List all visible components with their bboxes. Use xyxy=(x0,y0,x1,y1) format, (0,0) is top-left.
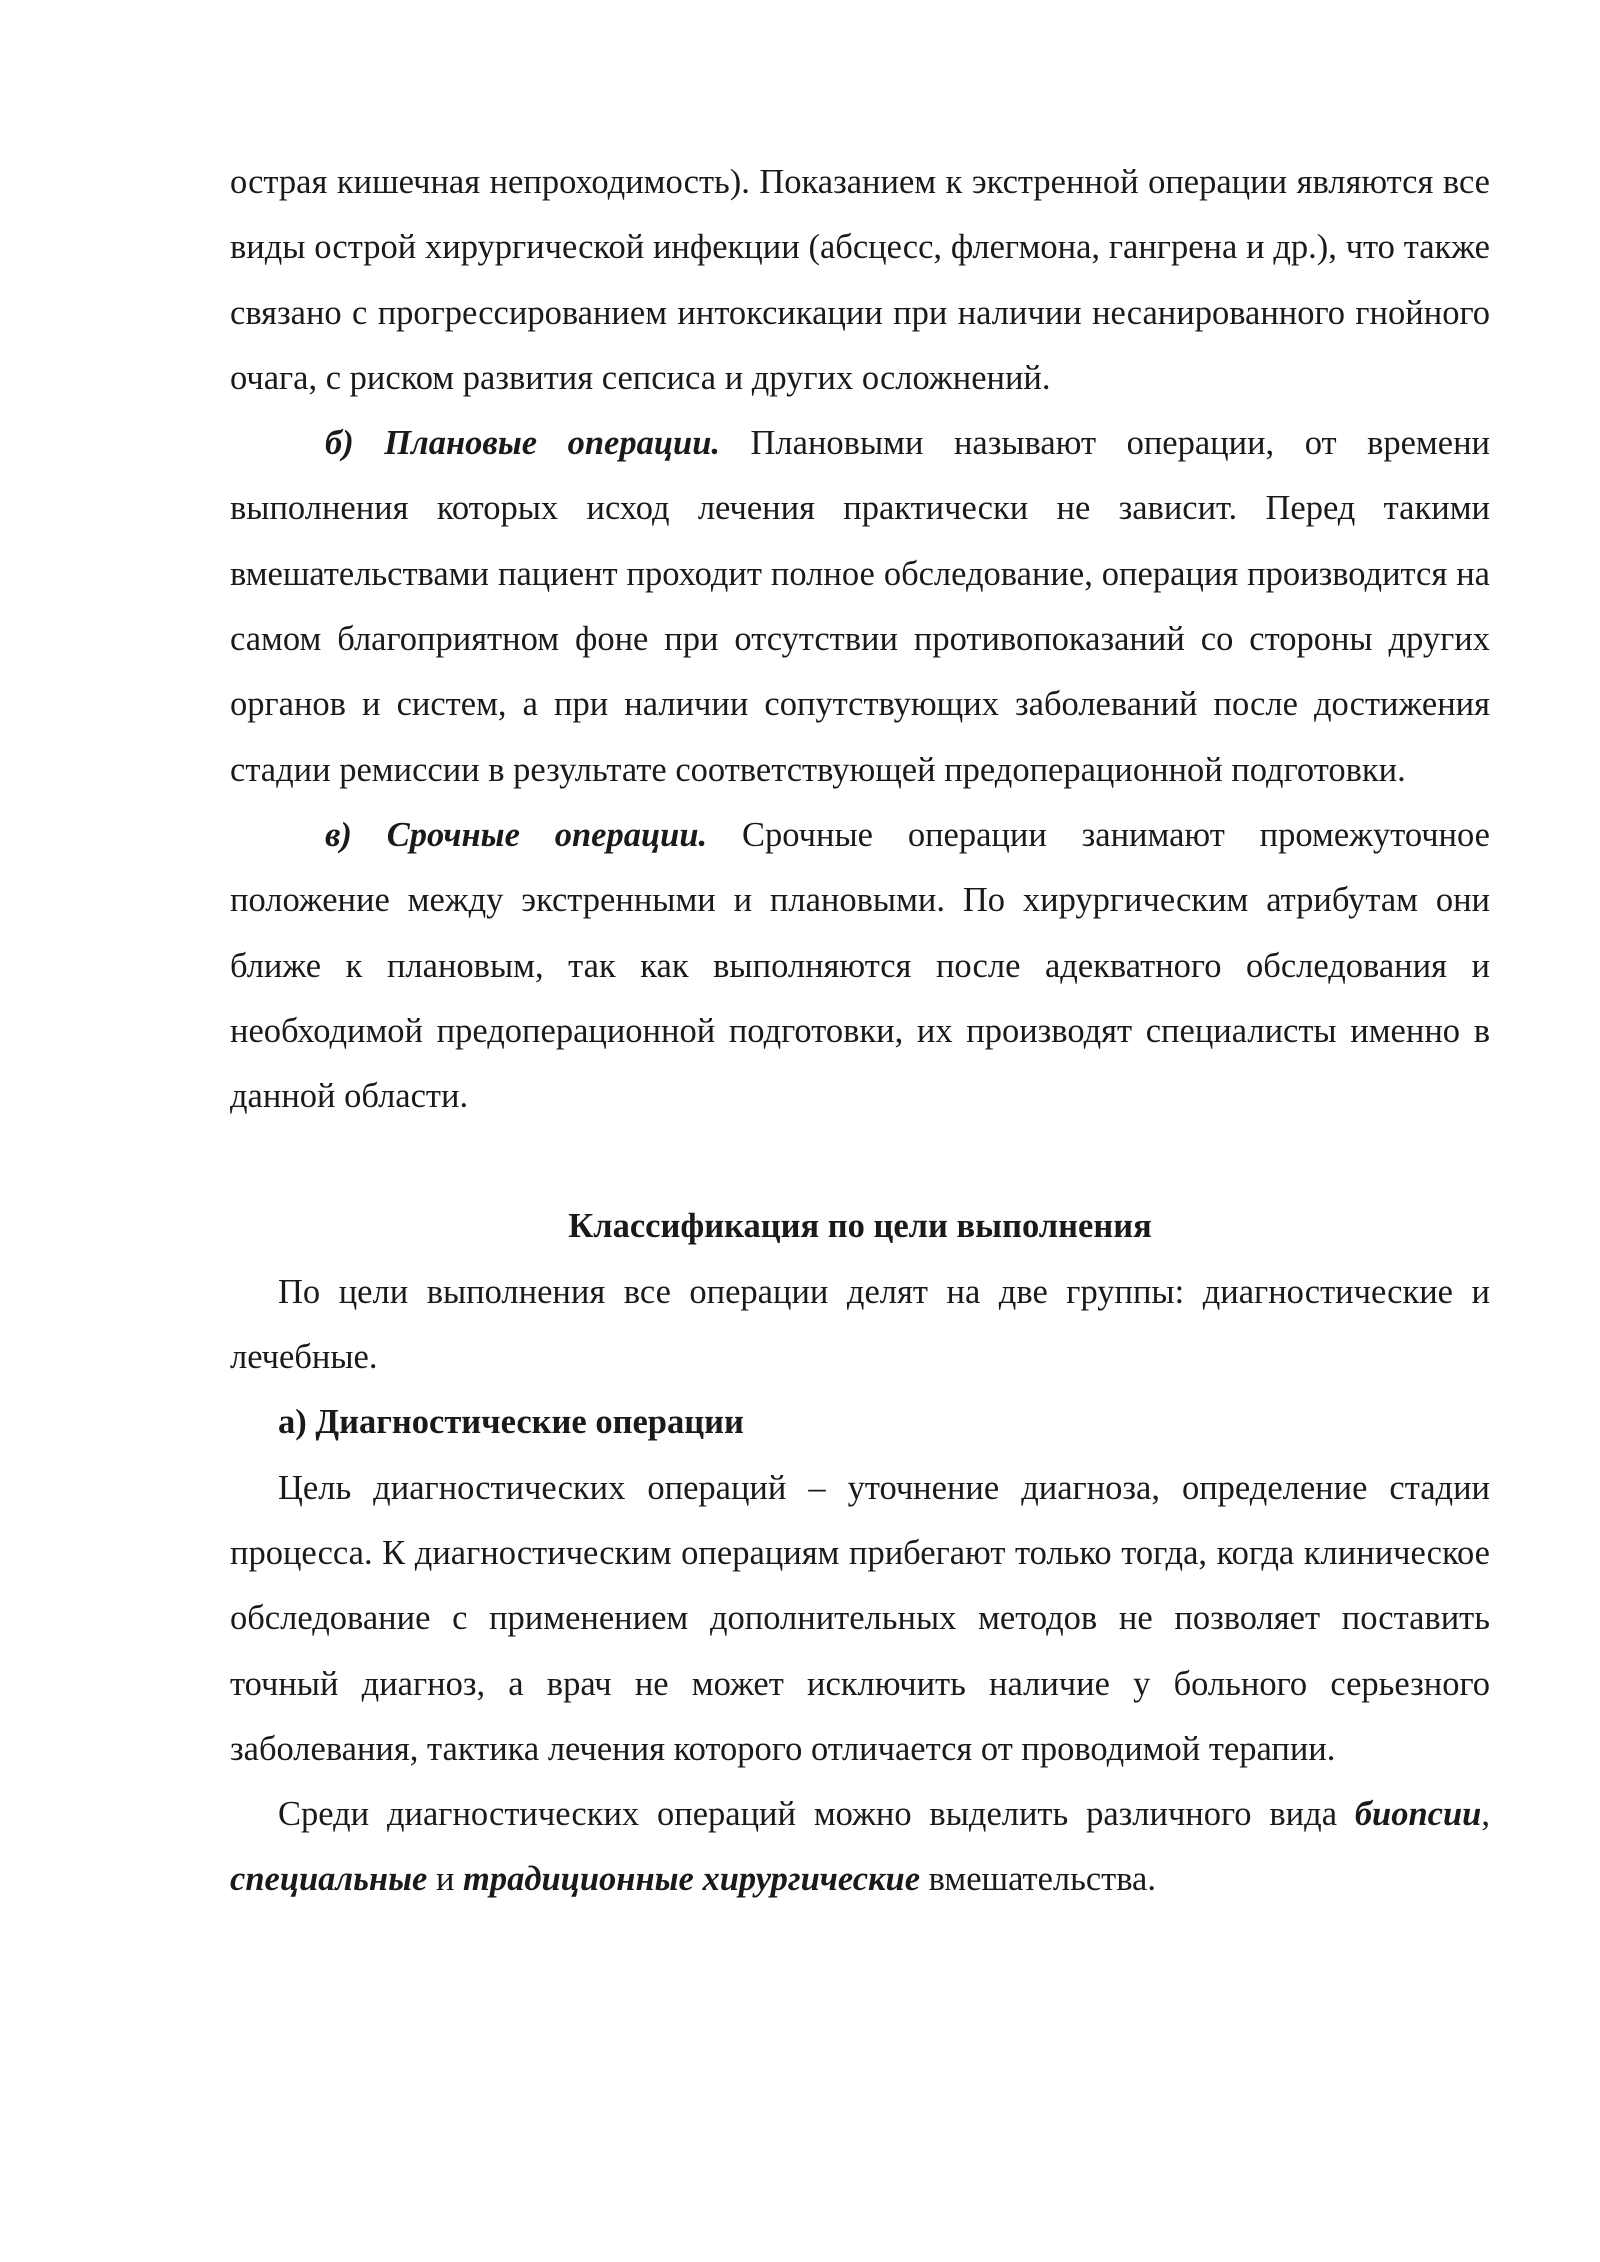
subheading-diagnostic-operations: а) Диагностические операции xyxy=(278,1403,744,1442)
paragraph-urgent-operations xyxy=(230,803,1490,1129)
term-traditional-surgical: традиционные хирургические xyxy=(463,1860,921,1899)
paragraph-emergency-indications: острая кишечная непроходимость). Показанием к экстренной операции являются все виды острой хирургической инфекции (абсцесс, флегмона, гангрена и др.), что также связано с прогрессированием интоксикации при наличии несанированного гнойного очага, с риском развития сепсиса и других осложнений. xyxy=(230,163,1490,397)
term-special: специальные xyxy=(230,1860,428,1899)
separator-and: и xyxy=(427,1860,464,1899)
paragraph-diagnostic-goal: Цель диагностических операций – уточнение диагноза, определение стадии процесса. К диагностическим операциям прибегают только тогда, когда клиническое обследование с применением дополнительных методов не позволяет поставить точный диагноз, а врач не может исключить наличие у больного серьезного заболевания, тактика лечения которого отличается от проводимой терапии. xyxy=(230,1468,1490,1768)
section-heading: Классификация по цели выполнения xyxy=(568,1207,1152,1246)
document-page xyxy=(230,150,1490,1913)
planned-operations-text: Плановыми называют операции, от времени выполнения которых исход лечения практически не зависит. Перед такими вмешательствами пациент проходит полное обследование, операция производится на самом благоприятном фоне при отсутствии противопоказаний со стороны других органов и систем, а при наличии сопутствующих заболеваний после достижения стадии ремиссии в результате соответствующей предоперационной подготовки. xyxy=(230,424,1490,789)
paragraph-purpose-groups: По цели выполнения все операции делят на две группы: диагностические и лечебные. xyxy=(230,1272,1490,1377)
term-biopsy: биопсии xyxy=(1354,1795,1482,1834)
separator-comma: , xyxy=(1481,1795,1490,1834)
paragraph-diagnostic-types xyxy=(230,1782,1490,1913)
urgent-operations-text: Срочные операции занимают промежуточное положение между экстренными и плановыми. По хирургическим атрибутам они ближе к плановым, так как выполняются после адекватного обследования и необходимой предоперационной подготовки, их производят специалисты именно в данной области. xyxy=(230,815,1490,1116)
diagnostic-types-intro: Среди диагностических операций можно выделить различного вида xyxy=(278,1795,1355,1834)
planned-operations-title: б) Плановые операции. xyxy=(325,424,721,463)
paragraph-planned-operations xyxy=(230,411,1490,803)
urgent-operations-title: в) Срочные операции. xyxy=(325,815,708,854)
diagnostic-types-end: вмешательства. xyxy=(920,1860,1156,1899)
